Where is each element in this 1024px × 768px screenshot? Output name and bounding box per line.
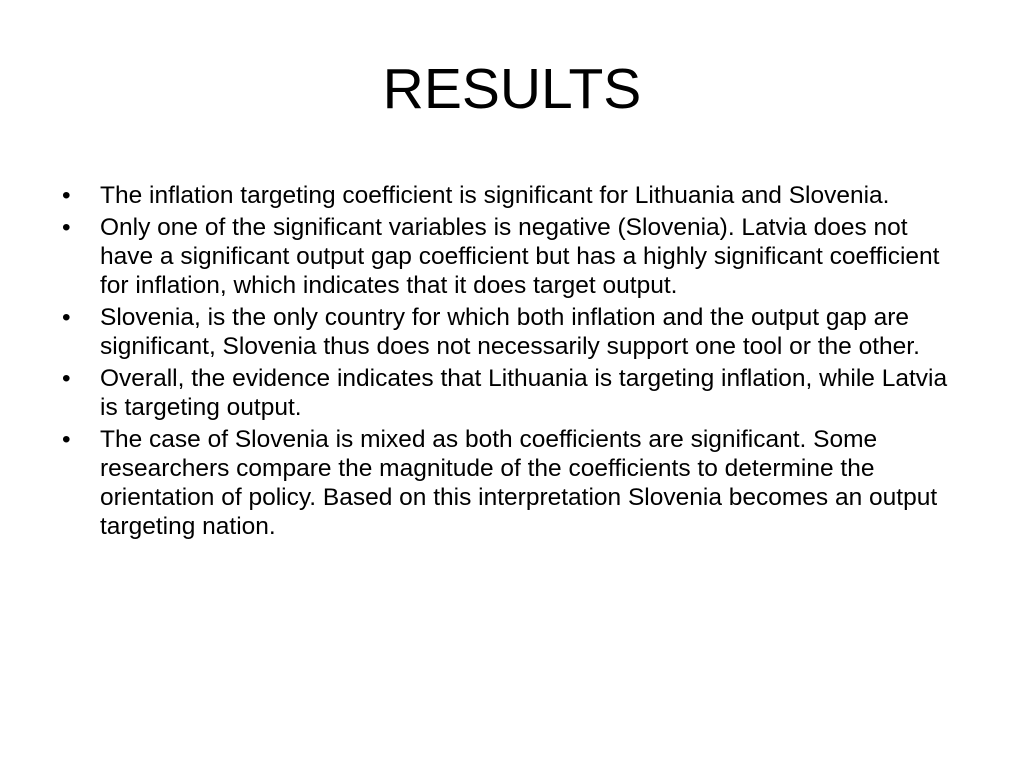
- bullet-text: Only one of the significant variables is negative (Slovenia). Latvia does not have a significant output gap coefficient but has a highly significant coefficient for inflation, which indicates that it does target output.: [100, 214, 940, 299]
- bullet-item: [62, 181, 962, 210]
- bullet-item: [62, 213, 962, 300]
- bullet-text: The case of Slovenia is mixed as both coefficients are significant. Some researchers compare the magnitude of the coefficients to determine the orientation of policy. Based on this interpretation Slovenia becomes an output targeting nation.: [100, 426, 938, 540]
- bullet-list: [62, 181, 962, 544]
- bullet-icon: •: [62, 214, 71, 241]
- bullet-icon: •: [62, 426, 71, 453]
- bullet-item: [62, 425, 962, 541]
- bullet-text: Overall, the evidence indicates that Lithuania is targeting inflation, while Latvia is targeting output.: [100, 365, 948, 421]
- bullet-icon: •: [62, 365, 71, 392]
- bullet-item: [62, 303, 962, 361]
- slide-title: RESULTS: [382, 57, 642, 121]
- bullet-icon: •: [62, 182, 71, 209]
- bullet-item: [62, 364, 962, 422]
- bullet-icon: •: [62, 304, 71, 331]
- bullet-text: The inflation targeting coefficient is significant for Lithuania and Slovenia.: [100, 182, 890, 209]
- bullet-text: Slovenia, is the only country for which both inflation and the output gap are significant, Slovenia thus does not necessarily support one tool or the other.: [100, 304, 920, 360]
